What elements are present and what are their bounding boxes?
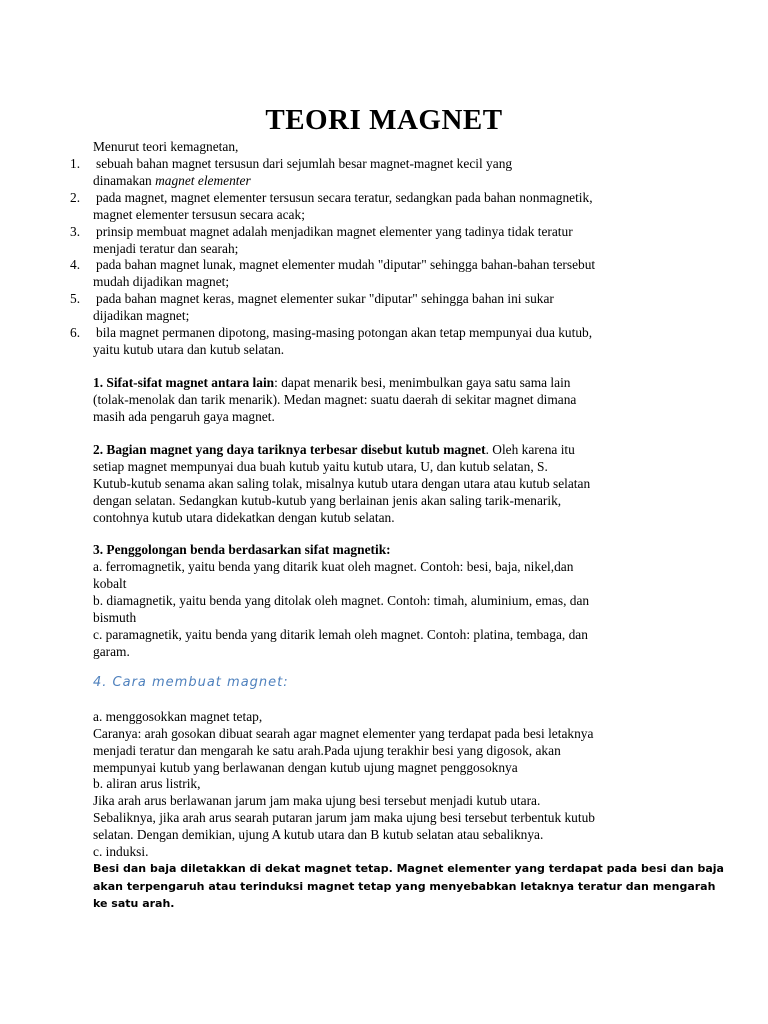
section-2-text: Kutub-kutub senama akan saling tolak, misalnya kutub utara dengan utara atau kutub selatan <box>93 476 591 491</box>
list-item-text: mudah dijadikan magnet; <box>93 274 230 289</box>
section-4-text: mempunyai kutub yang berlawanan dengan kutub ujung magnet penggosoknya <box>93 760 518 775</box>
list-number: 3. <box>70 224 81 239</box>
page-title: TEORI MAGNET <box>265 104 503 136</box>
section-4-text: Caranya: arah gosokan dibuat searah agar magnet elementer yang terdapat pada besi letaknya <box>93 726 594 741</box>
list-item-text: prinsip membuat magnet adalah menjadikan magnet elementer yang tadinya tidak teratur <box>96 224 573 239</box>
list-item-text: pada magnet, magnet elementer tersusun secara teratur, sedangkan pada bahan nonmagnetik, <box>96 190 593 205</box>
section-2-heading: 2. Bagian magnet yang daya tariknya terbesar disebut kutub magnet <box>93 442 486 457</box>
section-1-first-line: 1. Sifat-sifat magnet antara lain: dapat menarik besi, menimbulkan gaya satu sama lain <box>93 375 571 390</box>
list-number: 5. <box>70 291 81 306</box>
list-item-text: yaitu kutub utara dan kutub selatan. <box>93 342 285 357</box>
list-item-text: sebuah bahan magnet tersusun dari sejumlah besar magnet-magnet kecil yang <box>96 156 513 171</box>
section-4-text: selatan. Dengan demikian, ujung A kutub utara dan B kutub selatan atau sebaliknya. <box>93 827 544 842</box>
section-1-text: masih ada pengaruh gaya magnet. <box>93 409 275 424</box>
section-4-text: b. aliran arus listrik, <box>93 776 201 791</box>
section-2-text: contohnya kutub utara didekatkan dengan kutub selatan. <box>93 510 395 525</box>
section-3-text: b. diamagnetik, yaitu benda yang ditolak oleh magnet. Contoh: timah, aluminium, emas, dan <box>93 593 590 608</box>
list-number: 6. <box>70 325 81 340</box>
section-4-text: menjadi teratur dan mengarah ke satu arah.Pada ujung terakhir besi yang digosok, akan <box>93 743 561 758</box>
italic-term: magnet elementer <box>155 173 251 188</box>
section-4-text: a. menggosokkan magnet tetap, <box>93 709 263 724</box>
list-item-text: dinamakan magnet elementer <box>93 173 251 188</box>
section-2-text: dengan selatan. Sedangkan kutub-kutub yang berlainan jenis akan saling tarik-menarik, <box>93 493 562 508</box>
final-paragraph-line: akan terpengaruh atau terinduksi magnet tetap yang menyebabkan letaknya teratur dan mengarah <box>93 880 716 893</box>
final-paragraph-line: Besi dan baja diletakkan di dekat magnet tetap. Magnet elementer yang terdapat pada besi dan baja <box>93 862 724 875</box>
section-3-text: garam. <box>93 644 130 659</box>
list-item-text: pada bahan magnet lunak, magnet elementer mudah "diputar" sehingga bahan-bahan tersebut <box>96 257 596 272</box>
list-number: 4. <box>70 257 81 272</box>
section-4-text: Jika arah arus berlawanan jarum jam maka ujung besi tersebut menjadi kutub utara. <box>93 793 541 808</box>
section-2-text: setiap magnet mempunyai dua buah kutub yaitu kutub utara, U, dan kutub selatan, S. <box>93 459 548 474</box>
section-3-text: c. paramagnetik, yaitu benda yang ditarik lemah oleh magnet. Contoh: platina, tembaga, dan <box>93 627 588 642</box>
section-2-first-line: 2. Bagian magnet yang daya tariknya terbesar disebut kutub magnet. Oleh karena itu <box>93 442 575 457</box>
section-3-text: kobalt <box>93 576 127 591</box>
section-1-heading: 1. Sifat-sifat magnet antara lain <box>93 375 275 390</box>
section-3-text: bismuth <box>93 610 137 625</box>
list-item-text: magnet elementer tersusun secara acak; <box>93 207 305 222</box>
intro-text: Menurut teori kemagnetan, <box>93 139 239 154</box>
section-3-heading: 3. Penggolongan benda berdasarkan sifat magnetik: <box>93 542 391 557</box>
section-3-text: a. ferromagnetik, yaitu benda yang ditarik kuat oleh magnet. Contoh: besi, baja, nikel,dan <box>93 559 574 574</box>
list-item-text: menjadi teratur dan searah; <box>93 241 239 256</box>
list-number: 2. <box>70 190 81 205</box>
section-4-text: Sebaliknya, jika arah arus searah putaran jarum jam maka ujung besi tersebut terbentuk kutub <box>93 810 595 825</box>
list-item-text: dijadikan magnet; <box>93 308 190 323</box>
section-4-text: c. induksi. <box>93 844 149 859</box>
section-4-heading: 4. Cara membuat magnet: <box>93 675 289 690</box>
list-item-text: bila magnet permanen dipotong, masing-masing potongan akan tetap mempunyai dua kutub, <box>96 325 593 340</box>
list-number: 1. <box>70 156 81 171</box>
section-1-text: (tolak-menolak dan tarik menarik). Medan magnet: suatu daerah di sekitar magnet dimana <box>93 392 577 407</box>
final-paragraph-line: ke satu arah. <box>93 897 175 910</box>
list-item-text: pada bahan magnet keras, magnet elementer sukar "diputar" sehingga bahan ini sukar <box>96 291 554 306</box>
